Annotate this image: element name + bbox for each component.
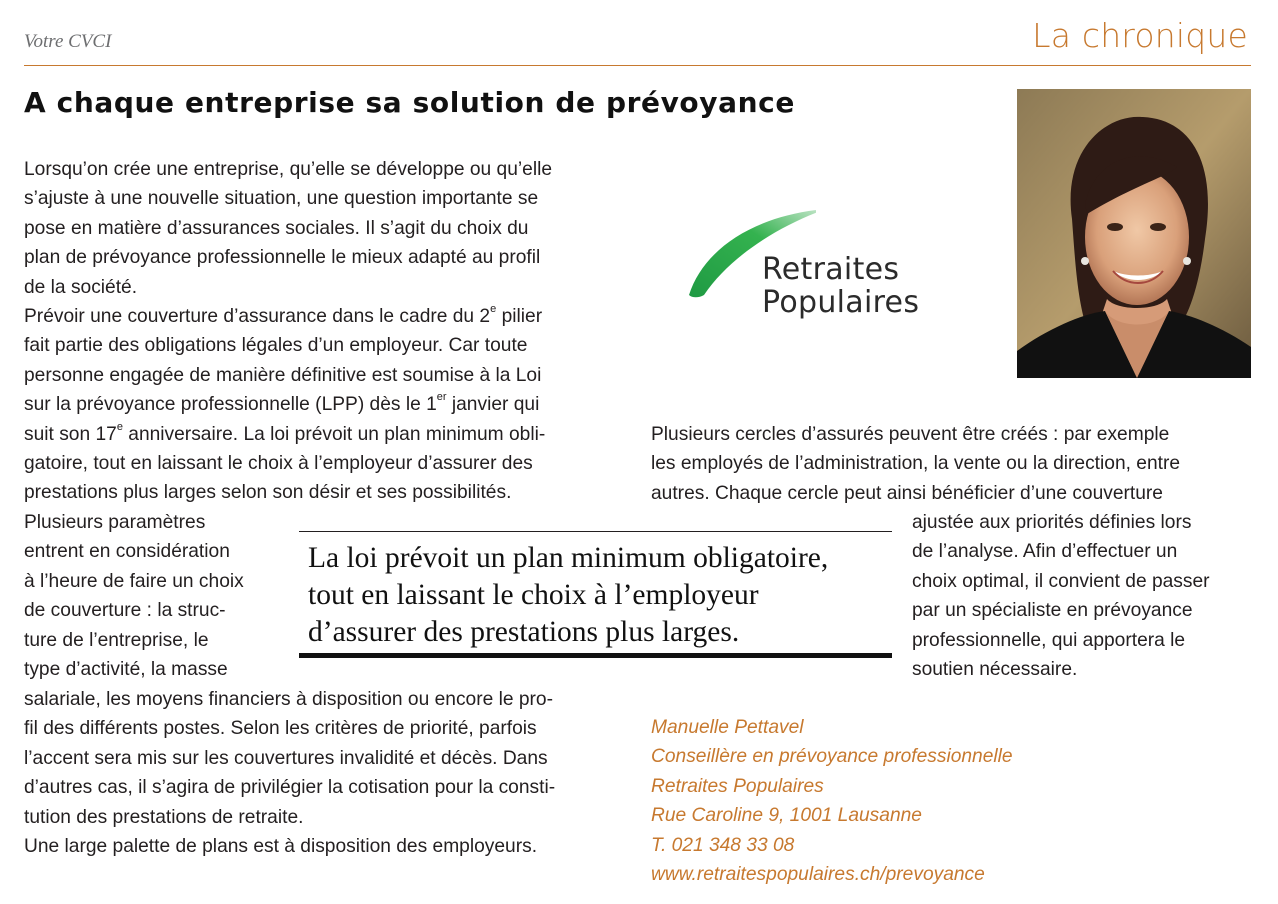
logo-line-2: Populaires bbox=[762, 285, 920, 320]
text-line: suit son 17e anniversaire. La loi prévoit un plan minimum obli- bbox=[24, 420, 546, 445]
text-line: de la société. bbox=[24, 276, 138, 298]
text-line: à l’heure de faire un choix bbox=[24, 570, 244, 592]
pull-quote-line: La loi prévoit un plan minimum obligatoire, bbox=[308, 542, 829, 574]
retraites-populaires-logo bbox=[686, 203, 956, 321]
author-website-link[interactable]: www.retraitespopulaires.ch/prevoyance bbox=[651, 863, 985, 885]
pull-quote-line: d’assurer des prestations plus larges. bbox=[308, 616, 740, 648]
text-line: Lorsqu’on crée une entreprise, qu’elle se développe ou qu’elle bbox=[24, 159, 553, 180]
text-line: d’autres cas, il s’agira de privilégier la cotisation pour la consti- bbox=[24, 777, 556, 799]
section-label: Votre CVCI bbox=[24, 31, 112, 52]
author-name: Manuelle Pettavel bbox=[651, 717, 804, 738]
text-line: de l’analyse. Afin d’effectuer un bbox=[912, 541, 1178, 563]
text-line: professionnelle, qui apportera le bbox=[912, 629, 1186, 651]
text-line: sur la prévoyance professionnelle (LPP) dès le 1er janvier qui bbox=[24, 391, 540, 416]
author-title: Conseillère en prévoyance professionnelle bbox=[651, 746, 1013, 768]
text-line: personne engagée de manière définitive est soumise à la Loi bbox=[24, 364, 542, 386]
column2-top-text bbox=[651, 420, 1180, 508]
text-line: soutien nécessaire. bbox=[912, 658, 1078, 680]
text-line: s’ajuste à une nouvelle situation, une question importante se bbox=[24, 188, 539, 210]
author-portrait bbox=[1017, 89, 1251, 378]
pull-quote bbox=[308, 540, 828, 651]
text-line: salariale, les moyens financiers à disposition ou encore le pro- bbox=[24, 689, 553, 710]
author-address: Rue Caroline 9, 1001 Lausanne bbox=[651, 805, 922, 827]
portrait-image bbox=[1017, 89, 1251, 378]
text-line: fait partie des obligations légales d’un employeur. Car toute bbox=[24, 335, 528, 357]
author-signature bbox=[651, 713, 1013, 889]
pull-quote-line: tout en laissant le choix à l’employeur bbox=[308, 579, 759, 611]
pull-quote-top-rule bbox=[299, 531, 892, 532]
column1-bottom-text bbox=[24, 685, 555, 861]
text-line: entrent en considération bbox=[24, 541, 230, 563]
logo-line-1: Retraites bbox=[762, 252, 900, 287]
text-line: type d’activité, la masse bbox=[24, 658, 228, 680]
text-line: ture de l’entreprise, le bbox=[24, 629, 209, 651]
text-line: pose en matière d’assurances sociales. Il s’agit du choix du bbox=[24, 217, 529, 239]
text-line: prestations plus larges selon son désir et ses possibilités. bbox=[24, 482, 512, 504]
text-line: ajustée aux priorités définies lors bbox=[912, 512, 1192, 533]
author-phone: T. 021 348 33 08 bbox=[651, 834, 795, 856]
text-line: fil des différents postes. Selon les critères de priorité, parfois bbox=[24, 718, 537, 740]
text-line: Plusieurs cercles d’assurés peuvent être créés : par exemple bbox=[651, 424, 1170, 445]
header-divider bbox=[24, 65, 1251, 66]
text-line: tution des prestations de retraite. bbox=[24, 806, 304, 828]
text-line: plan de prévoyance professionnelle le mieux adapté au profil bbox=[24, 247, 541, 269]
column2-narrow-text bbox=[912, 508, 1210, 684]
column1-narrow-text bbox=[24, 508, 244, 684]
text-line: Une large palette de plans est à disposition des employeurs. bbox=[24, 835, 538, 857]
text-line: Prévoir une couverture d’assurance dans le cadre du 2e pilier bbox=[24, 302, 543, 327]
column1-top-text bbox=[24, 155, 552, 508]
pull-quote-bottom-rule bbox=[299, 653, 892, 658]
rubric-title: La chronique bbox=[1032, 16, 1248, 55]
article-headline: A chaque entreprise sa solution de prévoyance bbox=[24, 86, 795, 119]
text-line: Plusieurs paramètres bbox=[24, 512, 206, 533]
author-organization: Retraites Populaires bbox=[651, 775, 824, 797]
text-line: autres. Chaque cercle peut ainsi bénéficier d’une couverture bbox=[651, 482, 1163, 504]
text-line: de couverture : la struc- bbox=[24, 600, 226, 622]
text-line: par un spécialiste en prévoyance bbox=[912, 600, 1193, 622]
text-line: l’accent sera mis sur les couvertures invalidité et décès. Dans bbox=[24, 747, 548, 769]
text-line: les employés de l’administration, la vente ou la direction, entre bbox=[651, 453, 1181, 475]
text-line: choix optimal, il convient de passer bbox=[912, 570, 1210, 592]
text-line: gatoire, tout en laissant le choix à l’employeur d’assurer des bbox=[24, 452, 533, 474]
